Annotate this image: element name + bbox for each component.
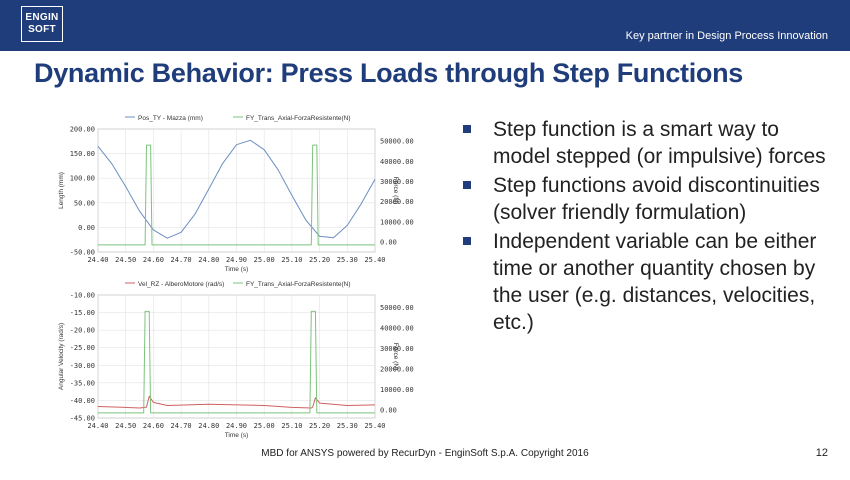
bullet-item: Step function is a smart way to model stepped (or impulsive) forces (461, 116, 841, 170)
y-right-tick-label: 10000.00 (380, 218, 414, 227)
x-tick-label: 24.80 (198, 422, 220, 430)
legend-entry: FY_Trans_Axial-ForzaResistente(N) (246, 281, 351, 288)
y-right-tick-label: 10000.00 (380, 385, 414, 394)
bullet-square-icon (463, 237, 471, 245)
x-tick-label: 24.50 (115, 256, 137, 264)
y-left-tick-label: 50.00 (73, 199, 95, 208)
bullet-item: Independent variable can be either time or another quantity chosen by the user (e.g. distances, velocities, etc.) (461, 228, 841, 336)
x-tick-label: 25.10 (281, 256, 303, 264)
legend-entry: Pos_TY - Mazza (mm) (138, 115, 203, 122)
x-tick-label: 25.00 (253, 256, 275, 264)
velocity-force-chart (55, 278, 414, 443)
y-left-tick-label: -35.00 (69, 379, 95, 388)
footer-text: MBD for ANSYS powered by RecurDyn - EnginSoft S.p.A. Copyright 2016 (261, 448, 589, 459)
y-left-axis-label: Length (mm) (58, 172, 65, 209)
x-tick-label: 25.20 (309, 422, 331, 430)
header-bar (0, 0, 850, 51)
y-left-axis-label: Angular Velocity (rad/s) (58, 322, 65, 391)
y-left-tick-label: -40.00 (69, 396, 95, 405)
bullet-square-icon (463, 125, 471, 133)
y-right-axis-label: Force (N) (392, 176, 399, 205)
y-left-tick-label: -10.00 (69, 291, 95, 300)
x-tick-label: 24.50 (115, 422, 137, 430)
y-right-tick-label: 0.00 (380, 406, 397, 415)
bullet-item: Step functions avoid discontinuities (solver friendly formulation) (461, 172, 841, 226)
x-tick-label: 24.70 (170, 422, 192, 430)
x-tick-label: 25.10 (281, 422, 303, 430)
y-left-tick-label: -45.00 (69, 414, 95, 423)
x-tick-label: 24.40 (87, 256, 109, 264)
y-left-tick-label: -30.00 (69, 361, 95, 370)
x-tick-label: 24.90 (225, 256, 248, 264)
y-left-tick-label: -20.00 (69, 326, 95, 335)
position-force-chart (55, 112, 414, 277)
y-left-tick-label: -50.00 (69, 248, 95, 257)
x-tick-label: 25.40 (364, 256, 386, 264)
x-tick-label: 24.90 (225, 422, 248, 430)
y-right-tick-label: 30000.00 (380, 344, 414, 353)
x-tick-label: 24.70 (170, 256, 192, 264)
y-right-tick-label: 40000.00 (380, 157, 414, 166)
y-left-tick-label: -15.00 (69, 309, 95, 318)
x-tick-label: 25.30 (336, 256, 358, 264)
tagline: Key partner in Design Process Innovation (625, 30, 828, 42)
bullet-square-icon (463, 181, 471, 189)
y-left-tick-label: -25.00 (69, 344, 95, 353)
x-axis-label: Time (s) (224, 266, 249, 273)
y-left-tick-label: 0.00 (78, 223, 95, 232)
y-right-tick-label: 20000.00 (380, 198, 414, 207)
bullet-list (461, 116, 841, 338)
x-tick-label: 25.00 (253, 422, 275, 430)
x-tick-label: 24.80 (198, 256, 220, 264)
legend-entry: FY_Trans_Axial-ForzaResistente(N) (246, 115, 351, 122)
enginsoft-logo: ENGIN SOFT (21, 6, 63, 42)
y-right-tick-label: 20000.00 (380, 365, 414, 374)
y-right-tick-label: 50000.00 (380, 303, 414, 312)
y-left-tick-label: 150.00 (69, 150, 95, 159)
x-tick-label: 24.40 (87, 422, 109, 430)
x-tick-label: 24.60 (142, 256, 164, 264)
legend-entry: Vel_RZ - AlberoMotore (rad/s) (138, 281, 225, 288)
y-right-tick-label: 0.00 (380, 238, 397, 247)
y-left-tick-label: 100.00 (69, 174, 95, 183)
y-right-tick-label: 40000.00 (380, 324, 414, 333)
x-tick-label: 25.20 (309, 256, 331, 264)
x-tick-label: 25.40 (364, 422, 386, 430)
y-right-axis-label: Force (N) (392, 342, 399, 371)
x-tick-label: 24.60 (142, 422, 164, 430)
page-number: 12 (815, 447, 828, 459)
y-left-tick-label: 200.00 (69, 125, 95, 134)
x-tick-label: 25.30 (336, 422, 358, 430)
x-axis-label: Time (s) (224, 432, 249, 439)
y-right-tick-label: 30000.00 (380, 177, 414, 186)
slide-title: Dynamic Behavior: Press Loads through Step Functions (34, 58, 744, 88)
y-right-tick-label: 50000.00 (380, 137, 414, 146)
